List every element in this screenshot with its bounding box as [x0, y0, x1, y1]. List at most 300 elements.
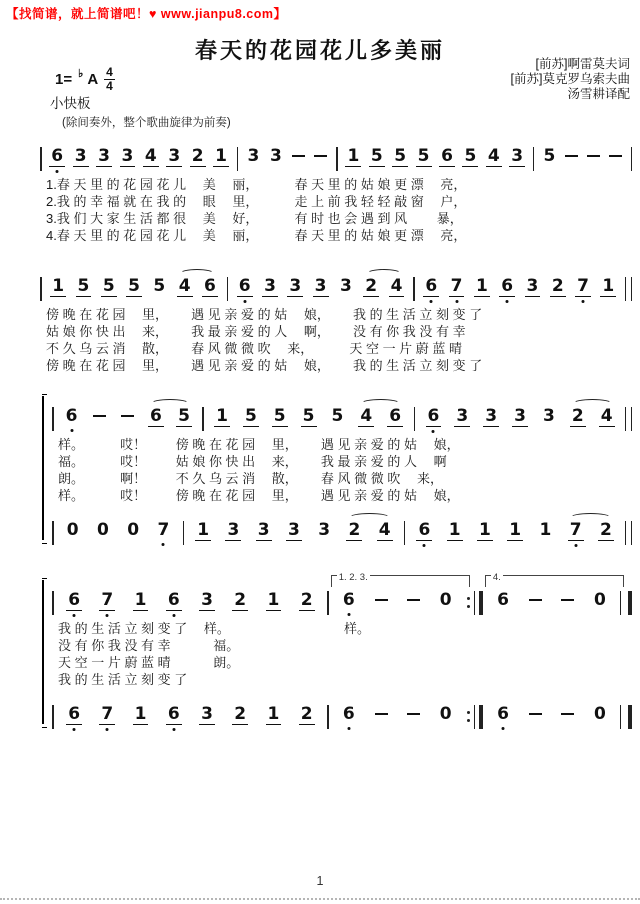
note: [157, 590, 190, 618]
note-number: 6: [65, 406, 78, 426]
note-number: 1: [448, 520, 461, 540]
note-number: 6: [51, 146, 64, 166]
notes-row: [40, 260, 632, 304]
note: [257, 276, 282, 304]
lyric-line: 傍 晚 在 花 园 里， 遇 见 亲 爱 的 姑 娘， 我 的 生 活 立 刻 变 了: [46, 307, 483, 322]
note-number: 1: [134, 704, 147, 724]
note: [506, 406, 535, 434]
duration-dash: [292, 155, 305, 157]
note: [124, 704, 157, 732]
barline: [620, 591, 632, 615]
note: [323, 406, 352, 433]
barline: [466, 705, 483, 729]
duration-dash: [587, 155, 600, 157]
note: [435, 146, 458, 174]
note-number: 6: [68, 704, 81, 724]
measure: [329, 704, 466, 731]
note-number: 2: [191, 146, 204, 166]
note-number: 5: [128, 276, 140, 296]
note: [58, 406, 86, 433]
lyric-line: 朗。 啊！ 不 久 乌 云 消 散， 春 风 微 微 吹 来，: [58, 471, 443, 486]
bottom-divider: [0, 898, 640, 900]
note-number: 0: [96, 520, 109, 540]
note: [309, 520, 339, 547]
note-number: 4: [178, 276, 191, 296]
note: [534, 406, 563, 433]
slur-group: [359, 276, 410, 304]
note-number: 6: [149, 406, 162, 426]
note-number: 3: [201, 704, 213, 724]
measure: [228, 276, 413, 304]
low-octave-dot: [574, 544, 577, 547]
note: [218, 520, 248, 548]
note: [172, 276, 197, 304]
note-number: 3: [485, 406, 498, 426]
key-prefix: 1=: [55, 70, 73, 88]
note: [592, 406, 621, 434]
note-number: 6: [167, 704, 180, 724]
note-number: 5: [77, 276, 90, 296]
duration-dash: [561, 599, 574, 601]
note: [365, 146, 388, 174]
composer-credit: [前苏]莫克罗乌索夫曲: [510, 72, 630, 86]
measure: [415, 406, 625, 434]
note: [310, 146, 332, 164]
measure: [483, 704, 620, 731]
note: [96, 276, 121, 304]
lyric-line: 我 的 生 活 立 刻 变 了: [58, 672, 188, 687]
prelude-note: (除间奏外，整个歌曲旋律为前奏): [62, 117, 231, 129]
notes-row: [52, 504, 632, 548]
note-number: 5: [153, 276, 166, 296]
slur-group: [339, 520, 400, 548]
slur-group: [352, 406, 410, 434]
note: [58, 520, 88, 547]
note-number: 1: [215, 146, 227, 166]
note-number: 7: [101, 704, 114, 724]
note-number: 2: [300, 704, 313, 724]
tempo-marking: 小快板: [50, 96, 91, 111]
note-number: 3: [257, 520, 270, 540]
note-number: 7: [101, 590, 114, 610]
measure: [534, 146, 630, 173]
note: [584, 704, 616, 731]
note: [265, 406, 294, 434]
note: [605, 146, 627, 164]
note: [359, 276, 384, 304]
slur-group: [172, 276, 223, 304]
notes-row: [52, 574, 632, 618]
note-number: 0: [127, 520, 140, 540]
note-number: 3: [201, 590, 213, 610]
note: [412, 146, 435, 174]
note-number: 4: [487, 146, 500, 166]
note-number: 1: [134, 590, 147, 610]
note: [482, 146, 505, 174]
key-tonic: A: [87, 70, 99, 88]
low-octave-dot: [432, 430, 435, 433]
duration-dash: [121, 415, 134, 417]
note: [365, 704, 397, 722]
note: [139, 146, 162, 174]
note: [530, 520, 560, 547]
note: [209, 146, 232, 174]
note: [197, 276, 222, 304]
note: [148, 520, 178, 547]
note-number: 2: [599, 520, 612, 540]
note: [290, 590, 323, 618]
note-number: 3: [339, 276, 352, 296]
lyric-line: 姑 娘 你 快 出 来， 我 最 亲 爱 的 人 啊， 没 有 你 我 没 有 幸: [46, 324, 466, 339]
measure: [238, 146, 336, 173]
note: [46, 146, 69, 174]
note: [186, 146, 209, 174]
note: [190, 704, 223, 732]
note-number: 6: [342, 704, 355, 724]
note: [370, 520, 400, 548]
low-octave-dot: [347, 727, 350, 730]
low-octave-dot: [56, 170, 59, 173]
note-number: 3: [121, 146, 134, 166]
note-number: 3: [542, 406, 555, 426]
note-number: 7: [577, 276, 589, 296]
note-number: 1: [602, 276, 615, 296]
note-number: 3: [314, 276, 327, 296]
low-octave-dot: [501, 727, 504, 730]
low-octave-dot: [162, 543, 165, 546]
site-watermark: 【找简谱，就上简谱吧！♥ www.jianpu8.com】: [6, 7, 287, 21]
note-number: 5: [273, 406, 286, 426]
note-number: 2: [551, 276, 564, 296]
duration-dash: [529, 599, 542, 601]
note: [519, 590, 551, 608]
note-number: 5: [464, 146, 477, 166]
note: [495, 276, 520, 304]
note: [582, 146, 604, 164]
low-octave-dot: [347, 613, 350, 616]
note: [545, 276, 570, 304]
measure: [54, 520, 183, 547]
note-number: 0: [66, 520, 79, 540]
slur-group: [561, 520, 622, 548]
note-number: 1: [347, 146, 360, 166]
low-octave-dot: [172, 728, 175, 731]
barline: [625, 407, 632, 431]
note: [257, 590, 290, 618]
note: [58, 704, 91, 732]
note-number: 1: [475, 276, 488, 296]
note: [448, 406, 477, 434]
note: [91, 590, 124, 618]
note: [384, 276, 409, 304]
note: [224, 590, 257, 618]
note: [519, 704, 551, 722]
note-number: 1: [478, 520, 491, 540]
lyric-line: 1.春 天 里 的 花 园 花 儿 美 丽， 春 天 里 的 姑 娘 更 漂 亮，: [46, 177, 467, 192]
barline: [620, 705, 632, 729]
note-number: 0: [593, 704, 606, 724]
note: [58, 590, 91, 618]
note: [596, 276, 621, 304]
systems: [40, 130, 632, 748]
low-octave-dot: [172, 614, 175, 617]
lyric-line: 福。 哎！ 姑 娘 你 快 出 来， 我 最 亲 爱 的 人 啊: [58, 454, 447, 469]
note: [224, 704, 257, 732]
note-number: 5: [543, 146, 556, 166]
note: [506, 146, 529, 174]
note-number: 1: [509, 520, 522, 540]
note-number: 3: [264, 276, 276, 296]
note: [342, 146, 365, 174]
note-number: 6: [497, 704, 509, 724]
duration-dash: [375, 599, 388, 601]
measure: [204, 406, 414, 434]
note-number: 3: [456, 406, 469, 426]
notes-row: [52, 390, 632, 434]
note: [257, 704, 290, 732]
note: [91, 704, 124, 732]
low-octave-dot: [582, 300, 585, 303]
note-number: 4: [360, 406, 373, 426]
note-number: 3: [318, 520, 331, 540]
note-number: 5: [370, 146, 383, 166]
note-number: 5: [102, 276, 115, 296]
note: [279, 520, 309, 548]
note: [477, 406, 506, 434]
note-number: 2: [234, 590, 247, 610]
low-octave-dot: [423, 544, 426, 547]
note: [114, 406, 142, 424]
note: [118, 520, 148, 547]
note: [487, 590, 519, 617]
duration-dash: [93, 415, 106, 417]
music-system: [40, 390, 632, 548]
note: [397, 704, 429, 722]
note: [551, 590, 583, 608]
low-octave-dot: [455, 300, 458, 303]
note: [147, 276, 172, 303]
credits-block: [511, 57, 630, 102]
low-octave-dot: [106, 728, 109, 731]
duration-dash: [529, 713, 542, 715]
duration-dash: [375, 713, 388, 715]
note: [339, 520, 369, 548]
measure: [415, 276, 625, 304]
note: [397, 590, 429, 608]
note: [560, 146, 582, 164]
note: [419, 276, 444, 304]
lyric-line: 样。 哎！ 傍 晚 在 花 园 里， 遇 见 亲 爱 的 姑 娘，: [58, 437, 460, 452]
note: [520, 276, 545, 304]
note: [333, 704, 365, 731]
note: [294, 406, 323, 434]
lyric-line: 不 久 乌 云 消 散， 春 风 微 微 吹 来， 天 空 一 片 蔚 蓝 晴: [46, 341, 463, 356]
note: [71, 276, 96, 304]
note-number: 4: [600, 406, 613, 426]
lyricist-credit: [前苏]啊雷莫夫词: [535, 57, 630, 71]
note: [46, 276, 71, 304]
measure: [338, 146, 533, 174]
note-number: 1: [267, 590, 280, 610]
lyric-line: 没 有 你 我 没 有 幸 福。: [58, 638, 240, 653]
note-number: 3: [526, 276, 539, 296]
barline: [625, 521, 632, 545]
note: [551, 704, 583, 722]
meter-numerator: 4: [106, 65, 113, 79]
note: [563, 406, 592, 434]
note: [444, 276, 469, 304]
barline: [466, 591, 483, 615]
time-signature: [104, 66, 115, 92]
note: [469, 276, 494, 304]
measure: [42, 276, 227, 304]
duration-dash: [561, 713, 574, 715]
note-number: 6: [418, 520, 431, 540]
note-number: 6: [441, 146, 453, 166]
note-number: 3: [289, 276, 302, 296]
note-number: 6: [204, 276, 216, 296]
note-number: 1: [52, 276, 65, 296]
note: [538, 146, 560, 173]
volta-bracket: [485, 572, 624, 587]
music-system: [40, 574, 632, 732]
note-number: 3: [247, 146, 260, 166]
note-number: 3: [511, 146, 524, 166]
note: [409, 520, 439, 548]
note: [157, 704, 190, 732]
notes-row: [40, 130, 632, 174]
translator-credit: 汤雪耕译配: [567, 87, 630, 101]
measure: [405, 520, 625, 548]
note-number: 2: [300, 590, 313, 610]
low-octave-dot: [73, 614, 76, 617]
note: [283, 276, 308, 304]
note-number: 5: [331, 406, 344, 426]
note-number: 4: [144, 146, 157, 166]
note: [561, 520, 591, 548]
song-title: 春天的花园花儿多美丽: [194, 38, 445, 63]
volta-label: 1. 2. 3.: [338, 572, 368, 583]
low-octave-dot: [243, 300, 246, 303]
low-octave-dot: [506, 300, 509, 303]
meter-denominator: 4: [106, 78, 113, 93]
note: [69, 146, 92, 174]
note-number: 6: [425, 276, 438, 296]
note: [470, 520, 500, 548]
volta-bracket: [331, 572, 470, 587]
note-number: 4: [390, 276, 403, 296]
note-number: 4: [378, 520, 391, 540]
duration-dash: [407, 713, 420, 715]
note: [290, 704, 323, 732]
note: [121, 276, 146, 304]
note: [381, 406, 410, 434]
note: [265, 146, 287, 173]
lyric-line: 2.我 的 幸 福 就 在 我 的 眼 里， 走 上 前 我 轻 轻 敲 窗 户，: [46, 194, 467, 209]
note: [124, 590, 157, 618]
low-octave-dot: [73, 728, 76, 731]
note-number: 5: [178, 406, 190, 426]
measure: [54, 704, 328, 732]
duration-dash: [609, 155, 622, 157]
note-number: 6: [497, 590, 509, 610]
note-number: 7: [569, 520, 582, 540]
note-number: 6: [501, 276, 514, 296]
note-number: 3: [168, 146, 181, 166]
note-number: 1: [539, 520, 552, 540]
note: [188, 520, 218, 548]
page-number: 1: [316, 874, 324, 888]
note: [249, 520, 279, 548]
note-number: 6: [238, 276, 251, 296]
note: [170, 406, 198, 434]
lyric-line: 我 的 生 活 立 刻 变 了 样。 样。: [58, 621, 371, 636]
note-number: 0: [439, 590, 452, 610]
measure: [329, 572, 466, 617]
note-number: 5: [417, 146, 430, 166]
note: [388, 146, 411, 174]
note: [419, 406, 448, 434]
note-number: 3: [287, 520, 300, 540]
note: [232, 276, 257, 304]
lyric-line: 3.我 们 大 家 生 活 都 很 美 好， 有 时 也 会 遇 到 风 暴，: [46, 211, 463, 226]
note: [591, 520, 621, 548]
note-number: 2: [234, 704, 247, 724]
note-number: 7: [450, 276, 463, 296]
note: [308, 276, 333, 304]
note-number: 6: [342, 590, 355, 610]
note: [440, 520, 470, 548]
note-number: 3: [270, 146, 282, 166]
note-number: 2: [348, 520, 361, 540]
note: [287, 146, 309, 164]
note: [190, 590, 223, 618]
lyric-line: 4.春 天 里 的 花 园 花 儿 美 丽， 春 天 里 的 姑 娘 更 漂 亮，: [46, 228, 467, 243]
duration-dash: [565, 155, 578, 157]
low-octave-dot: [106, 614, 109, 617]
note: [242, 146, 264, 173]
barline: [631, 147, 633, 171]
note: [92, 146, 115, 174]
note-number: 1: [216, 406, 228, 426]
note-number: 5: [302, 406, 315, 426]
lyric-line: 样。 哎！ 傍 晚 在 花 园 里， 遇 见 亲 爱 的 姑 娘，: [58, 488, 460, 503]
note: [430, 590, 462, 617]
note-number: 6: [427, 406, 440, 426]
note-number: 1: [267, 704, 280, 724]
slur-group: [142, 406, 198, 434]
measure: [42, 146, 237, 174]
note-number: 1: [197, 520, 210, 540]
measure: [54, 590, 328, 618]
note: [116, 146, 139, 174]
note-number: 6: [68, 590, 81, 610]
note-number: 5: [394, 146, 407, 166]
note: [333, 590, 365, 617]
slur-group: [563, 406, 621, 434]
note-number: 0: [593, 590, 606, 610]
note: [570, 276, 595, 304]
note: [365, 590, 397, 608]
note-number: 7: [157, 520, 170, 540]
note: [86, 406, 114, 424]
lyric-line: 傍 晚 在 花 园 里， 遇 见 亲 爱 的 姑 娘， 我 的 生 活 立 刻 变 了: [46, 358, 483, 373]
note: [333, 276, 358, 303]
note-number: 2: [365, 276, 378, 296]
note-number: 2: [571, 406, 584, 426]
flat-sign-icon: ♭: [78, 67, 84, 80]
measure: [483, 572, 620, 617]
